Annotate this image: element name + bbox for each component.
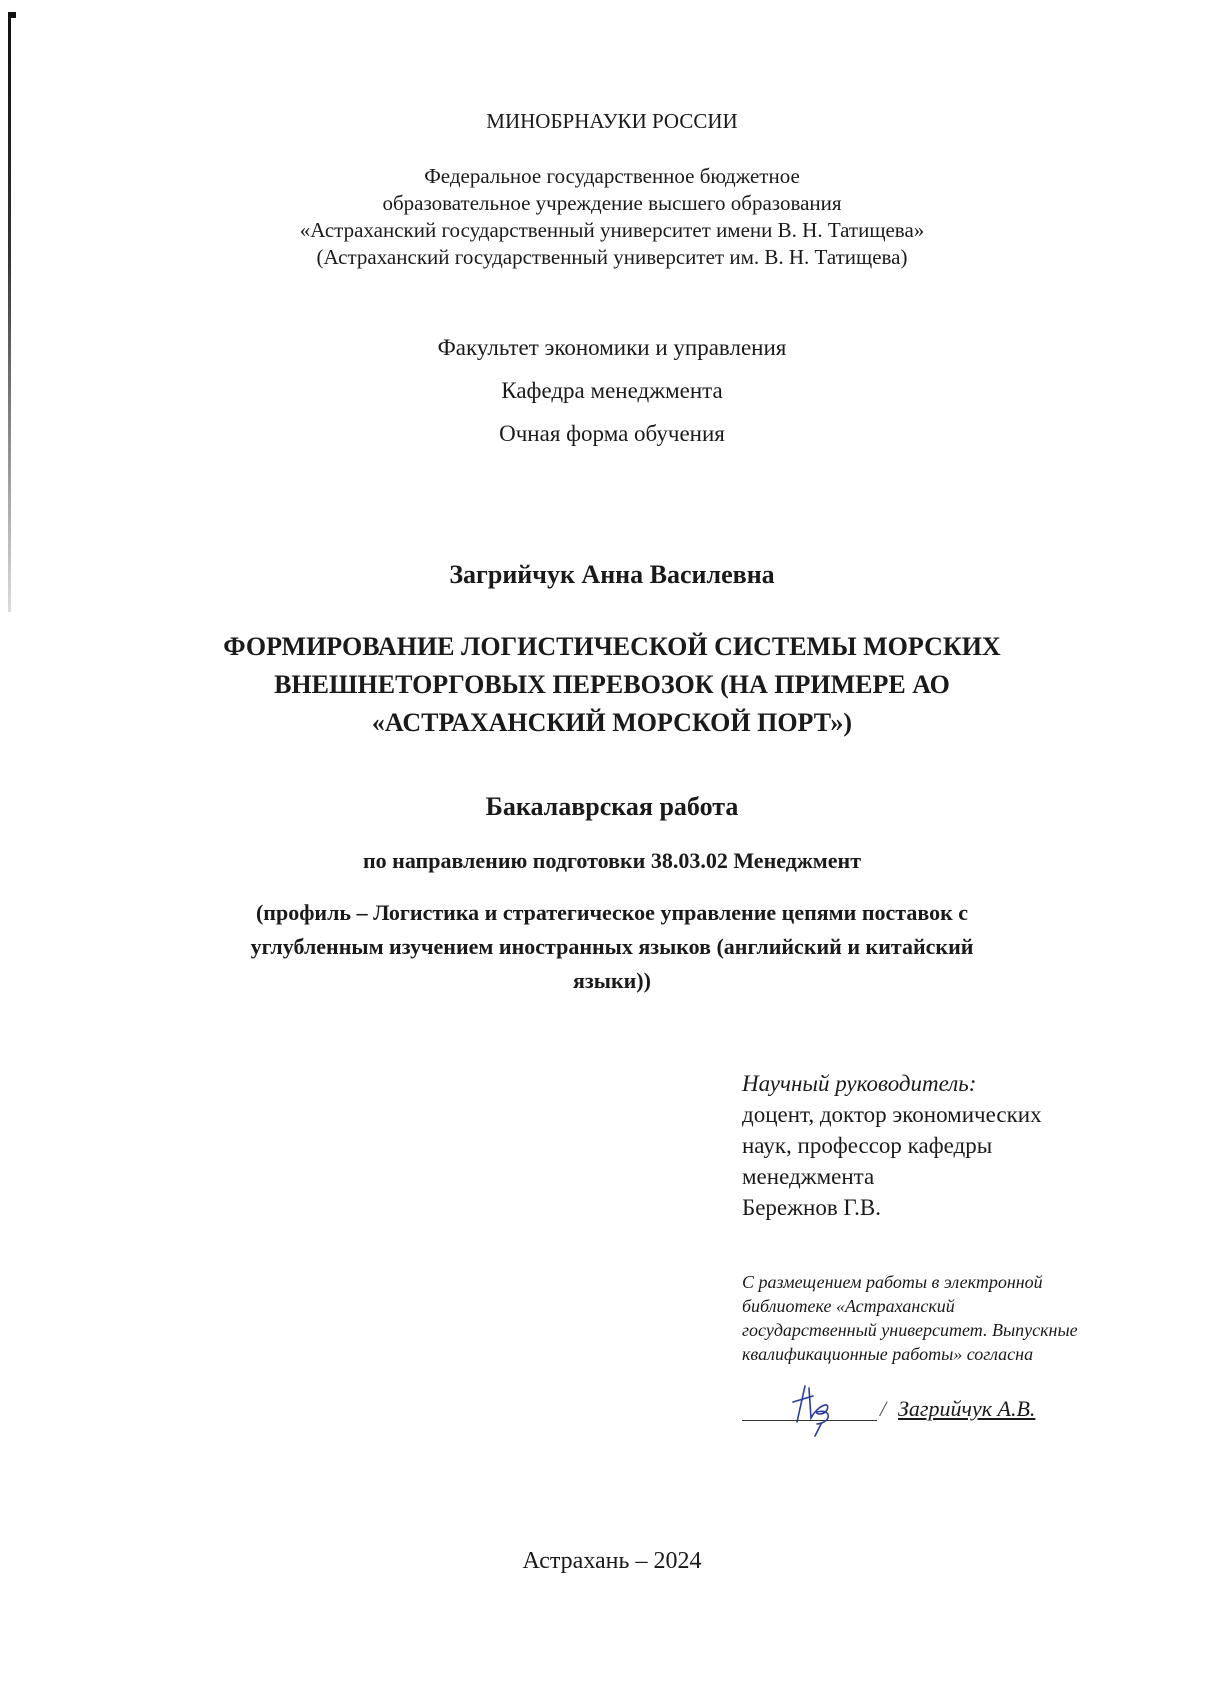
- work-type: Бакалаврская работа: [485, 792, 739, 821]
- supervisor-block: [742, 1068, 1182, 1223]
- title-line: ВНЕШНЕТОРГОВЫХ ПЕРЕВОЗОК (НА ПРИМЕРЕ АО: [274, 670, 950, 699]
- consent-line: библиотеке «Астраханский: [742, 1296, 955, 1316]
- consent-block: [742, 1270, 1182, 1366]
- signer-name: Загрийчук А.В.: [898, 1396, 1036, 1421]
- profile-line: углубленным изучением иностранных языков (английский и китайский: [250, 934, 974, 959]
- supervisor-line: менеджмента: [742, 1164, 875, 1189]
- city-year: Астрахань – 2024: [522, 1548, 702, 1574]
- institution-line: (Астраханский государственный университет им. В. Н. Татищева): [316, 245, 908, 269]
- author-name: Загрийчук Анна Василевна: [449, 560, 775, 589]
- signature-row: [742, 1390, 1162, 1430]
- institution-line: Федеральное государственное бюджетное: [424, 164, 800, 188]
- institution-block: [0, 163, 1224, 271]
- scan-edge: [8, 12, 11, 612]
- supervisor-label: Научный руководитель:: [742, 1071, 977, 1096]
- consent-line: квалификационные работы» согласна: [742, 1344, 1034, 1364]
- profile: [0, 896, 1224, 998]
- thesis-title: [0, 628, 1224, 742]
- direction: по направлению подготовки 38.03.02 Менеджмент: [362, 848, 862, 873]
- title-line: «АСТРАХАНСКИЙ МОРСКОЙ ПОРТ»): [371, 708, 853, 737]
- supervisor-line: доцент, доктор экономических: [742, 1102, 1042, 1127]
- supervisor-name: Бережнов Г.В.: [742, 1195, 881, 1220]
- faculty-block: [0, 326, 1224, 455]
- signature-slash: /: [880, 1396, 887, 1421]
- profile-line: (профиль – Логистика и стратегическое управление цепями поставок с: [255, 900, 969, 925]
- title-line: ФОРМИРОВАНИЕ ЛОГИСТИЧЕСКОЙ СИСТЕМЫ МОРСКИХ: [223, 632, 1001, 661]
- study-form: Очная форма обучения: [499, 421, 725, 446]
- consent-line: государственный университет. Выпускные: [742, 1320, 1078, 1340]
- profile-line: языки)): [573, 968, 651, 993]
- institution-line: образовательное учреждение высшего образования: [382, 191, 842, 215]
- ministry: МИНОБРНАУКИ РОССИИ: [486, 109, 738, 133]
- scan-edge-cap: [8, 12, 16, 18]
- supervisor-line: наук, профессор кафедры: [742, 1133, 993, 1158]
- consent-line: С размещением работы в электронной: [742, 1272, 1043, 1292]
- faculty: Факультет экономики и управления: [437, 335, 787, 360]
- handwritten-signature: [787, 1378, 857, 1438]
- department: Кафедра менеджмента: [501, 378, 723, 403]
- institution-line: «Астраханский государственный университет имени В. Н. Татищева»: [299, 218, 925, 242]
